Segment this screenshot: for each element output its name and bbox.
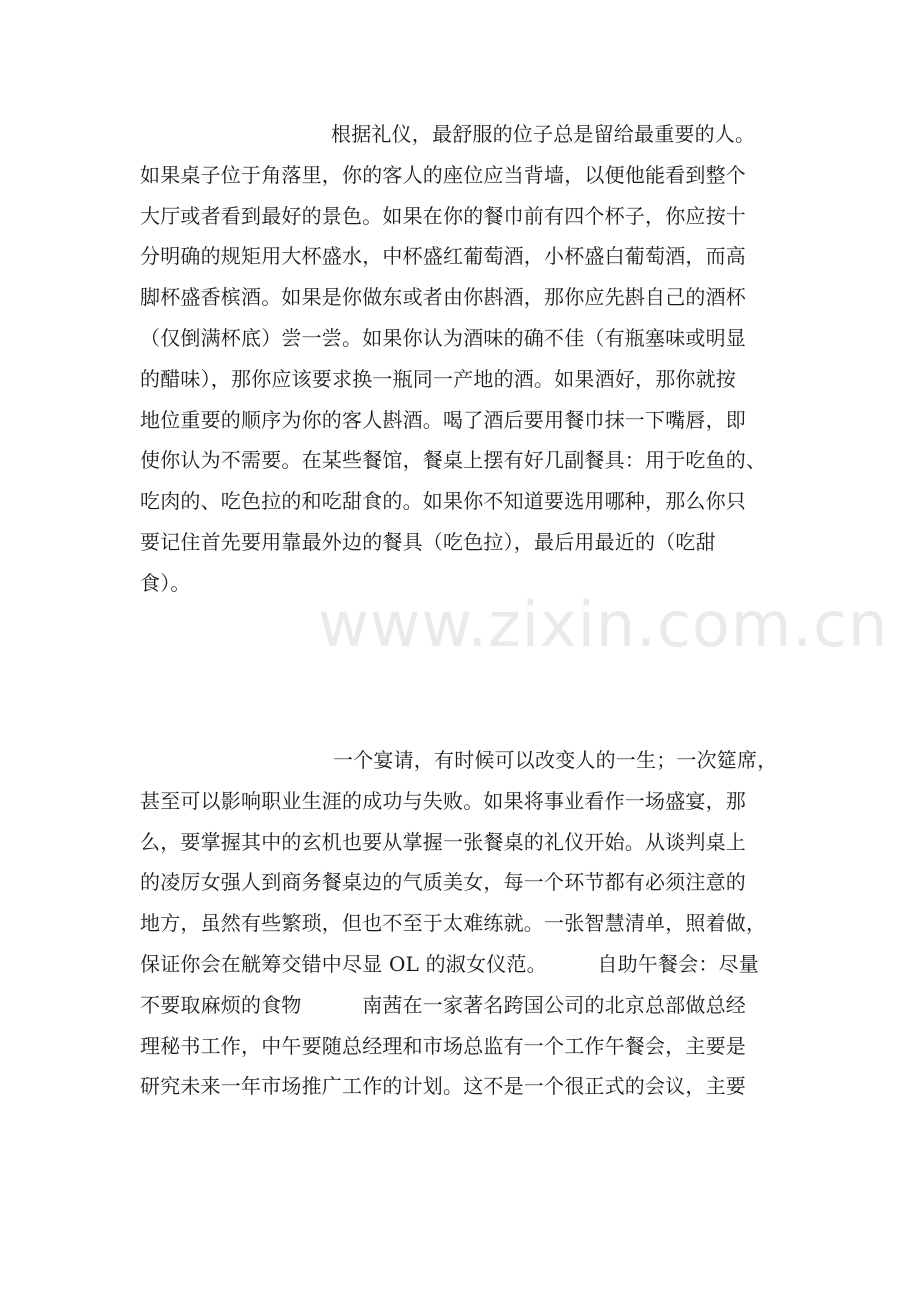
text-line: 研究未来一年市场推广工作的计划。这不是一个很正式的会议，主要 (140, 1074, 746, 1099)
text-line: 保证你会在觥筹交错中尽显 OL 的淑女仪范。 自助午餐会：尽量 (140, 951, 759, 976)
text-line: 使你认为不需要。在某些餐馆，餐桌上摆有好几副餐具：用于吃鱼的、 (140, 448, 767, 473)
text-line: 大厅或者看到最好的景色。如果在你的餐巾前有四个杯子，你应按十 (140, 203, 746, 228)
text-line: 的醋味），那你应该要求换一瓶同一产地的酒。如果酒好，那你就按 (140, 366, 736, 391)
text-line: 么，要掌握其中的玄机也要从掌握一张餐桌的礼仪开始。从谈判桌上 (140, 829, 746, 854)
text-line: 甚至可以影响职业生涯的成功与失败。如果将事业看作一场盛宴，那 (140, 788, 746, 813)
text-line: 一个宴请，有时候可以改变人的一生；一次筵席， (333, 748, 778, 772)
text-line: 的凌厉女强人到商务餐桌边的气质美女，每一个环节都有必须注意的 (140, 870, 746, 895)
text-line: 不要取麻烦的食物 南茜在一家著名跨国公司的北京总部做总经 (140, 992, 746, 1017)
text-line: 分明确的规矩用大杯盛水，中杯盛红葡萄酒，小杯盛白葡萄酒，而高 (140, 244, 746, 269)
text-line: 理秘书工作，中午要随总经理和市场总监有一个工作午餐会，主要是 (140, 1033, 746, 1058)
text-line: 脚杯盛香槟酒。如果是你做东或者由你斟酒，那你应先斟自己的酒杯 (140, 285, 746, 310)
paragraph-banquet-career (140, 740, 800, 1107)
text-line: 要记住首先要用靠最外边的餐具（吃色拉），最后用最近的（吃甜 (140, 529, 716, 554)
paragraph-dining-etiquette (140, 114, 800, 604)
watermark: www.zixin.com.cn (318, 588, 889, 661)
text-line: 吃肉的、吃色拉的和吃甜食的。如果你不知道要选用哪种，那么你只 (140, 489, 746, 514)
text-line: 地位重要的顺序为你的客人斟酒。喝了酒后要用餐巾抹一下嘴唇，即 (140, 407, 746, 432)
text-line: 根据礼仪，最舒服的位子总是留给最重要的人。 (331, 122, 756, 146)
text-line: 如果桌子位于角落里，你的客人的座位应当背墙，以便他能看到整个 (140, 162, 746, 187)
text-line: 地方，虽然有些繁琐，但也不至于太难练就。一张智慧清单，照着做， (140, 911, 767, 936)
text-line: 食）。 (140, 570, 191, 595)
text-line: （仅倒满杯底）尝一尝。如果你认为酒味的确不佳（有瓶塞味或明显 (140, 325, 746, 350)
